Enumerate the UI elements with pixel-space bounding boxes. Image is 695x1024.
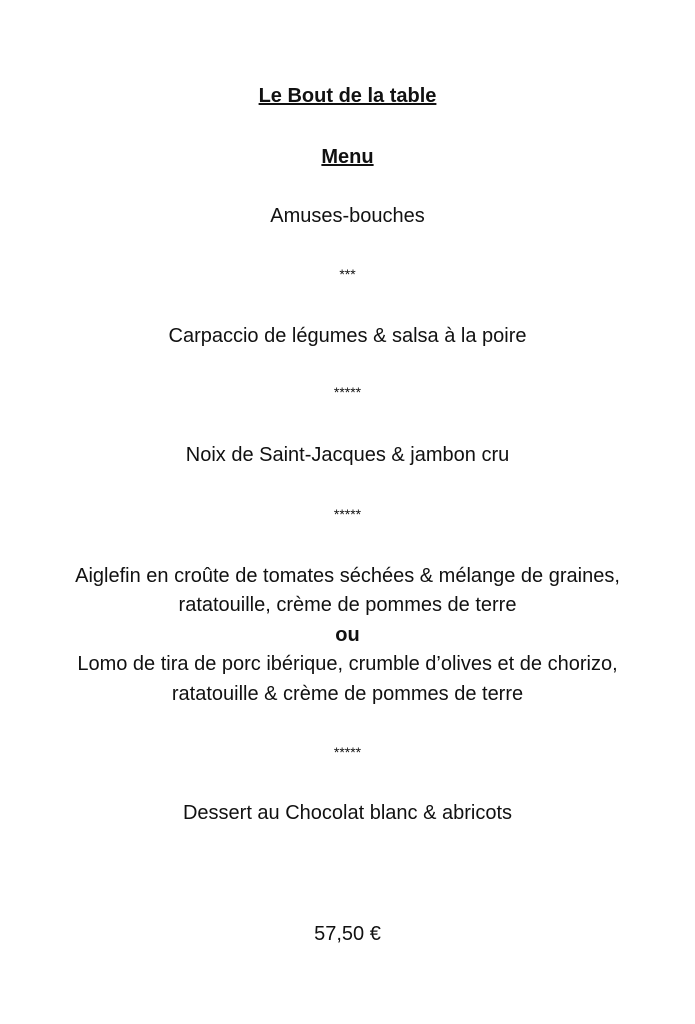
main-option-2-line-2: ratatouille & crème de pommes de terre [171, 683, 524, 705]
main-option-1-line-1: Aiglefin en croûte de tomates séchées & mélange de graines, [75, 565, 620, 587]
course-poisson: Noix de Saint-Jacques & jambon cru [185, 444, 510, 466]
separator: ***** [333, 744, 362, 760]
menu-price: 57,50 € [314, 923, 381, 945]
main-option-1-line-2: ratatouille, crème de pommes de terre [178, 594, 517, 616]
separator: ***** [333, 506, 362, 522]
restaurant-title: Le Bout de la table [258, 85, 437, 107]
course-entree: Carpaccio de légumes & salsa à la poire [168, 325, 527, 347]
separator: ***** [333, 384, 362, 400]
separator: *** [339, 266, 356, 282]
course-dessert: Dessert au Chocolat blanc & abricots [182, 802, 513, 824]
or-label: ou [335, 624, 360, 646]
menu-heading: Menu [321, 146, 374, 168]
amuses-bouches: Amuses-bouches [270, 205, 425, 227]
main-option-2-line-1: Lomo de tira de porc ibérique, crumble d’olives et de chorizo, [77, 653, 618, 675]
